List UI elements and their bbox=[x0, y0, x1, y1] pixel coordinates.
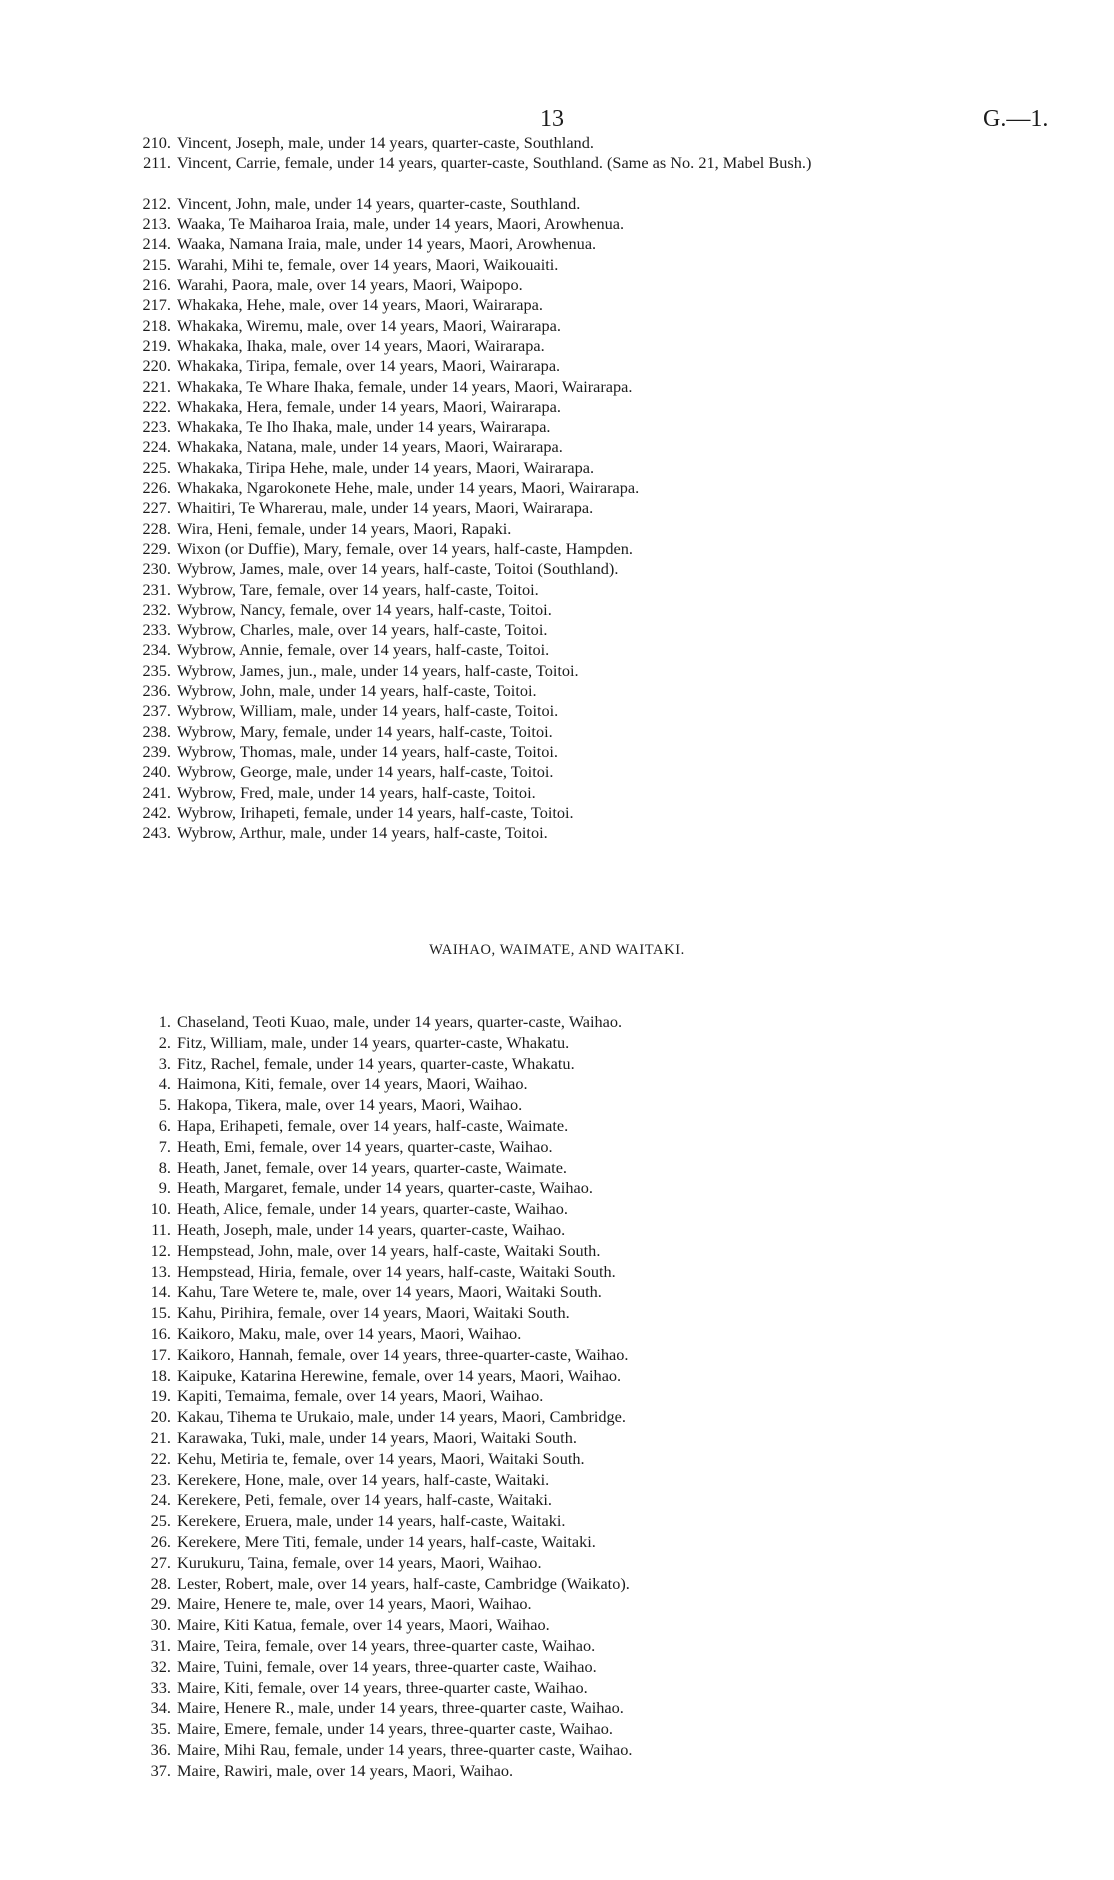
entry-text: Whakaka, Te Iho Ihaka, male, under 14 years, Wairarapa. bbox=[177, 417, 551, 437]
entry-number: 12. bbox=[150, 1240, 171, 1260]
list-item bbox=[100, 620, 1060, 640]
entry-number: 3. bbox=[158, 1053, 171, 1073]
list-item bbox=[100, 783, 1060, 803]
list-item bbox=[100, 1262, 1060, 1283]
list-item bbox=[100, 1345, 1060, 1366]
list-item bbox=[100, 1324, 1060, 1345]
entry-text: Kerekere, Hone, male, over 14 years, half-caste, Waitaki. bbox=[177, 1469, 550, 1489]
list-item bbox=[100, 661, 1060, 681]
list-item bbox=[100, 1449, 1060, 1470]
entry-number: 33. bbox=[150, 1677, 171, 1697]
entry-number: 239. bbox=[142, 741, 171, 761]
list-item bbox=[100, 1407, 1060, 1428]
entry-number: 219. bbox=[142, 335, 171, 355]
entry-number: 211. bbox=[143, 153, 171, 173]
entry-number: 226. bbox=[142, 478, 171, 498]
entry-number: 13. bbox=[150, 1261, 171, 1281]
entry-text: Kahu, Pirihira, female, over 14 years, Maori, Waitaki South. bbox=[177, 1303, 570, 1323]
list-item bbox=[100, 1719, 1060, 1740]
entry-text: Maire, Emere, female, under 14 years, three-quarter caste, Waihao. bbox=[177, 1719, 613, 1739]
entry-text: Maire, Henere R., male, under 14 years, three-quarter caste, Waihao. bbox=[177, 1698, 624, 1718]
entry-number: 216. bbox=[142, 275, 171, 295]
list-item bbox=[100, 1074, 1060, 1095]
entry-text: Wybrow, James, jun., male, under 14 years, half-caste, Toitoi. bbox=[177, 660, 579, 680]
entry-text: Kapiti, Temaima, female, over 14 years, Maori, Waihao. bbox=[177, 1386, 544, 1406]
entry-number: 2. bbox=[158, 1032, 171, 1052]
list-item bbox=[100, 1220, 1060, 1241]
list-item bbox=[100, 580, 1060, 600]
list-item bbox=[100, 1116, 1060, 1137]
entry-number: 23. bbox=[150, 1469, 171, 1489]
entry-number: 213. bbox=[142, 214, 171, 234]
entry-number: 10. bbox=[150, 1199, 171, 1219]
entry-text: Whakaka, Natana, male, under 14 years, Maori, Wairarapa. bbox=[177, 437, 563, 457]
list-item bbox=[100, 1574, 1060, 1595]
entry-text: Maire, Tuini, female, over 14 years, three-quarter caste, Waihao. bbox=[177, 1656, 597, 1676]
entry-text: Hempstead, Hiria, female, over 14 years, half-caste, Waitaki South. bbox=[177, 1261, 616, 1281]
list-item bbox=[100, 1594, 1060, 1615]
document-reference: G.—1. bbox=[983, 106, 1049, 132]
entry-text: Fitz, William, male, under 14 years, quarter-caste, Whakatu. bbox=[177, 1032, 570, 1052]
entry-text: Heath, Emi, female, over 14 years, quarter-caste, Waihao. bbox=[177, 1136, 553, 1156]
list-item bbox=[100, 214, 1060, 234]
list-item bbox=[100, 1303, 1060, 1324]
entry-number: 218. bbox=[142, 315, 171, 335]
entry-number: 223. bbox=[142, 417, 171, 437]
entry-text: Vincent, Carrie, female, under 14 years, quarter-caste, Southland. (Same as No. 21, Mabel Bush.) bbox=[177, 153, 812, 173]
entry-text: Chaseland, Teoti Kuao, male, under 14 years, quarter-caste, Waihao. bbox=[177, 1012, 623, 1031]
entry-text: Hempstead, John, male, over 14 years, half-caste, Waitaki South. bbox=[177, 1240, 601, 1260]
entry-number: 19. bbox=[150, 1386, 171, 1406]
entry-text: Kakau, Tihema te Urukaio, male, under 14 years, Maori, Cambridge. bbox=[177, 1407, 626, 1427]
entry-number: 229. bbox=[142, 538, 171, 558]
list-item bbox=[100, 458, 1060, 478]
list-item bbox=[100, 1241, 1060, 1262]
entry-number: 32. bbox=[150, 1656, 171, 1676]
entry-number: 35. bbox=[150, 1719, 171, 1739]
list-item bbox=[100, 295, 1060, 315]
entry-number: 18. bbox=[150, 1365, 171, 1385]
register-list-waihao bbox=[100, 1012, 1060, 1781]
list-item bbox=[100, 1532, 1060, 1553]
entry-text: Heath, Margaret, female, under 14 years, quarter-caste, Waihao. bbox=[177, 1178, 593, 1198]
list-item bbox=[100, 701, 1060, 721]
entry-number: 17. bbox=[150, 1344, 171, 1364]
list-item bbox=[100, 1178, 1060, 1199]
list-item bbox=[100, 1636, 1060, 1657]
register-list-continued bbox=[100, 133, 1060, 843]
list-item bbox=[100, 600, 1060, 620]
entry-text: Wybrow, Nancy, female, over 14 years, half-caste, Toitoi. bbox=[177, 599, 552, 619]
entry-text: Wybrow, James, male, over 14 years, half-caste, Toitoi (Southland). bbox=[177, 559, 619, 579]
entry-number: 24. bbox=[150, 1490, 171, 1510]
entry-text: Vincent, Joseph, male, under 14 years, quarter-caste, Southland. bbox=[177, 133, 594, 152]
entry-text: Kerekere, Peti, female, over 14 years, half-caste, Waitaki. bbox=[177, 1490, 552, 1510]
entry-text: Hapa, Erihapeti, female, over 14 years, half-caste, Waimate. bbox=[177, 1115, 569, 1135]
list-item bbox=[100, 1012, 1060, 1033]
entry-text: Wybrow, Arthur, male, under 14 years, half-caste, Toitoi. bbox=[177, 823, 548, 843]
entry-text: Kurukuru, Taina, female, over 14 years, Maori, Waihao. bbox=[177, 1552, 542, 1572]
entry-number: 222. bbox=[142, 396, 171, 416]
entry-number: 21. bbox=[150, 1427, 171, 1447]
list-item bbox=[100, 478, 1060, 498]
entry-text: Whakaka, Wiremu, male, over 14 years, Maori, Wairarapa. bbox=[177, 315, 561, 335]
list-item bbox=[100, 1761, 1060, 1782]
list-item bbox=[100, 1698, 1060, 1719]
entry-number: 215. bbox=[142, 254, 171, 274]
list-item bbox=[100, 823, 1060, 843]
list-item bbox=[100, 559, 1060, 579]
entry-number: 15. bbox=[150, 1303, 171, 1323]
list-item bbox=[100, 397, 1060, 417]
entry-text: Warahi, Paora, male, over 14 years, Maori, Waipopo. bbox=[177, 275, 523, 295]
entry-text: Maire, Henere te, male, over 14 years, Maori, Waihao. bbox=[177, 1594, 532, 1614]
list-item bbox=[100, 1511, 1060, 1532]
entry-text: Whakaka, Ngarokonete Hehe, male, under 14 years, Maori, Wairarapa. bbox=[177, 478, 640, 498]
entry-text: Whakaka, Te Whare Ihaka, female, under 14 years, Maori, Wairarapa. bbox=[177, 376, 633, 396]
entry-text: Waaka, Te Maiharoa Iraia, male, under 14 years, Maori, Arowhenua. bbox=[177, 214, 625, 234]
entry-text: Heath, Joseph, male, under 14 years, quarter-caste, Waihao. bbox=[177, 1219, 566, 1239]
entry-number: 6. bbox=[158, 1115, 171, 1135]
list-item bbox=[100, 437, 1060, 457]
entry-text: Whakaka, Hehe, male, over 14 years, Maori, Wairarapa. bbox=[177, 295, 543, 315]
entry-number: 243. bbox=[142, 823, 171, 843]
list-item bbox=[100, 1137, 1060, 1158]
entry-text: Whakaka, Tiripa Hehe, male, under 14 years, Maori, Wairarapa. bbox=[177, 457, 595, 477]
section-heading: WAIHAO, WAIMATE, AND WAITAKI. bbox=[429, 942, 685, 958]
entry-number: 31. bbox=[150, 1635, 171, 1655]
entry-number: 29. bbox=[150, 1594, 171, 1614]
entry-text: Wira, Heni, female, under 14 years, Maori, Rapaki. bbox=[177, 518, 512, 538]
entry-number: 242. bbox=[142, 802, 171, 822]
list-item bbox=[100, 1553, 1060, 1574]
list-item bbox=[100, 1033, 1060, 1054]
entry-text: Maire, Kiti, female, over 14 years, three-quarter caste, Waihao. bbox=[177, 1677, 588, 1697]
entry-text: Wybrow, William, male, under 14 years, half-caste, Toitoi. bbox=[177, 701, 559, 721]
entry-number: 212. bbox=[142, 193, 171, 213]
entry-text: Maire, Teira, female, over 14 years, three-quarter caste, Waihao. bbox=[177, 1635, 596, 1655]
list-item bbox=[100, 742, 1060, 762]
list-item bbox=[100, 194, 1060, 214]
list-item bbox=[100, 255, 1060, 275]
list-item bbox=[100, 1366, 1060, 1387]
entry-text: Hakopa, Tikera, male, over 14 years, Maori, Waihao. bbox=[177, 1095, 523, 1115]
list-item bbox=[100, 316, 1060, 336]
list-item bbox=[100, 1386, 1060, 1407]
list-item bbox=[100, 640, 1060, 660]
list-item bbox=[100, 1615, 1060, 1636]
entry-number: 231. bbox=[142, 579, 171, 599]
list-item bbox=[100, 498, 1060, 518]
entry-text: Kahu, Tare Wetere te, male, over 14 years, Maori, Waitaki South. bbox=[177, 1282, 602, 1302]
entry-number: 5. bbox=[158, 1095, 171, 1115]
list-item bbox=[100, 519, 1060, 539]
entry-text: Whakaka, Ihaka, male, over 14 years, Maori, Wairarapa. bbox=[177, 335, 545, 355]
list-item bbox=[100, 336, 1060, 356]
entry-text: Whakaka, Hera, female, under 14 years, Maori, Wairarapa. bbox=[177, 396, 561, 416]
entry-text: Wybrow, Mary, female, under 14 years, half-caste, Toitoi. bbox=[177, 721, 553, 741]
list-item bbox=[100, 1095, 1060, 1116]
entry-number: 238. bbox=[142, 721, 171, 741]
entry-number: 224. bbox=[142, 437, 171, 457]
list-item bbox=[100, 1054, 1060, 1075]
entry-text: Kaikoro, Maku, male, over 14 years, Maori, Waihao. bbox=[177, 1323, 522, 1343]
list-item bbox=[100, 1657, 1060, 1678]
entry-text: Maire, Mihi Rau, female, under 14 years, three-quarter caste, Waihao. bbox=[177, 1739, 633, 1759]
entry-text: Wybrow, Fred, male, under 14 years, half-caste, Toitoi. bbox=[177, 782, 536, 802]
entry-number: 37. bbox=[150, 1760, 171, 1780]
list-item bbox=[100, 681, 1060, 701]
entry-text: Karawaka, Tuki, male, under 14 years, Maori, Waitaki South. bbox=[177, 1427, 577, 1447]
list-item bbox=[100, 803, 1060, 823]
entry-text: Wybrow, Irihapeti, female, under 14 years, half-caste, Toitoi. bbox=[177, 802, 574, 822]
entry-text: Whaitiri, Te Wharerau, male, under 14 years, Maori, Wairarapa. bbox=[177, 498, 594, 518]
list-item bbox=[100, 722, 1060, 742]
entry-number: 210. bbox=[142, 133, 171, 152]
list-item bbox=[100, 1282, 1060, 1303]
entry-number: 237. bbox=[142, 701, 171, 721]
entry-number: 4. bbox=[158, 1074, 171, 1094]
entry-text: Wybrow, George, male, under 14 years, half-caste, Toitoi. bbox=[177, 762, 554, 782]
entry-text: Wybrow, Tare, female, over 14 years, half-caste, Toitoi. bbox=[177, 579, 539, 599]
entry-number: 235. bbox=[142, 660, 171, 680]
entry-number: 26. bbox=[150, 1531, 171, 1551]
entry-number: 217. bbox=[142, 295, 171, 315]
entry-text: Kerekere, Eruera, male, under 14 years, half-caste, Waitaki. bbox=[177, 1511, 566, 1531]
entry-number: 234. bbox=[142, 640, 171, 660]
entry-number: 227. bbox=[142, 498, 171, 518]
entry-number: 36. bbox=[150, 1739, 171, 1759]
list-item bbox=[100, 539, 1060, 559]
entry-number: 20. bbox=[150, 1407, 171, 1427]
entry-number: 34. bbox=[150, 1698, 171, 1718]
entry-text: Kerekere, Mere Titi, female, under 14 years, half-caste, Waitaki. bbox=[177, 1531, 596, 1551]
list-item bbox=[100, 153, 1060, 194]
entry-text: Heath, Janet, female, over 14 years, quarter-caste, Waimate. bbox=[177, 1157, 567, 1177]
entry-number: 9. bbox=[158, 1178, 171, 1198]
list-item bbox=[100, 133, 1060, 153]
entry-number: 233. bbox=[142, 620, 171, 640]
list-item bbox=[100, 1199, 1060, 1220]
entry-number: 225. bbox=[142, 457, 171, 477]
entry-text: Lester, Robert, male, over 14 years, half-caste, Cambridge (Waikato). bbox=[177, 1573, 630, 1593]
entry-text: Whakaka, Tiripa, female, over 14 years, Maori, Wairarapa. bbox=[177, 356, 561, 376]
entry-text: Kaipuke, Katarina Herewine, female, over 14 years, Maori, Waihao. bbox=[177, 1365, 622, 1385]
list-item bbox=[100, 417, 1060, 437]
entry-number: 240. bbox=[142, 762, 171, 782]
entry-text: Fitz, Rachel, female, under 14 years, quarter-caste, Whakatu. bbox=[177, 1053, 575, 1073]
entry-text: Wixon (or Duffie), Mary, female, over 14 years, half-caste, Hampden. bbox=[177, 538, 633, 558]
entry-number: 25. bbox=[150, 1511, 171, 1531]
list-item bbox=[100, 234, 1060, 254]
list-item bbox=[100, 1740, 1060, 1761]
entry-text: Kaikoro, Hannah, female, over 14 years, three-quarter-caste, Waihao. bbox=[177, 1344, 629, 1364]
entry-text: Wybrow, John, male, under 14 years, half-caste, Toitoi. bbox=[177, 681, 537, 701]
entry-text: Waaka, Namana Iraia, male, under 14 years, Maori, Arowhenua. bbox=[177, 234, 597, 254]
entry-number: 232. bbox=[142, 599, 171, 619]
entry-number: 241. bbox=[142, 782, 171, 802]
page-number: 13 bbox=[540, 106, 564, 132]
list-item bbox=[100, 275, 1060, 295]
entry-number: 214. bbox=[142, 234, 171, 254]
entry-text: Vincent, John, male, under 14 years, quarter-caste, Southland. bbox=[177, 193, 581, 213]
entry-text: Haimona, Kiti, female, over 14 years, Maori, Waihao. bbox=[177, 1074, 528, 1094]
entry-number: 8. bbox=[158, 1157, 171, 1177]
entry-text: Wybrow, Thomas, male, under 14 years, half-caste, Toitoi. bbox=[177, 741, 558, 761]
list-item bbox=[100, 1490, 1060, 1511]
entry-number: 236. bbox=[142, 681, 171, 701]
entry-number: 27. bbox=[150, 1552, 171, 1572]
entry-number: 16. bbox=[150, 1323, 171, 1343]
entry-number: 30. bbox=[150, 1615, 171, 1635]
list-item bbox=[100, 762, 1060, 782]
list-item bbox=[100, 356, 1060, 376]
list-item bbox=[100, 377, 1060, 397]
entry-text: Heath, Alice, female, under 14 years, quarter-caste, Waihao. bbox=[177, 1199, 568, 1219]
entry-text: Maire, Kiti Katua, female, over 14 years, Maori, Waihao. bbox=[177, 1615, 550, 1635]
entry-number: 14. bbox=[150, 1282, 171, 1302]
entry-text: Maire, Rawiri, male, over 14 years, Maori, Waihao. bbox=[177, 1760, 514, 1780]
list-item bbox=[100, 1158, 1060, 1179]
list-item bbox=[100, 1428, 1060, 1449]
entry-text: Wybrow, Annie, female, over 14 years, half-caste, Toitoi. bbox=[177, 640, 550, 660]
entry-number: 11. bbox=[151, 1219, 171, 1239]
entry-text: Kehu, Metiria te, female, over 14 years, Maori, Waitaki South. bbox=[177, 1448, 585, 1468]
entry-number: 228. bbox=[142, 518, 171, 538]
entry-number: 221. bbox=[142, 376, 171, 396]
entry-number: 220. bbox=[142, 356, 171, 376]
entry-number: 28. bbox=[150, 1573, 171, 1593]
list-item bbox=[100, 1678, 1060, 1699]
entry-number: 7. bbox=[158, 1136, 171, 1156]
entry-text: Warahi, Mihi te, female, over 14 years, Maori, Waikouaiti. bbox=[177, 254, 559, 274]
entry-number: 22. bbox=[150, 1448, 171, 1468]
entry-number: 230. bbox=[142, 559, 171, 579]
entry-text: Wybrow, Charles, male, over 14 years, half-caste, Toitoi. bbox=[177, 620, 548, 640]
entry-number: 1. bbox=[158, 1012, 171, 1031]
list-item bbox=[100, 1470, 1060, 1491]
